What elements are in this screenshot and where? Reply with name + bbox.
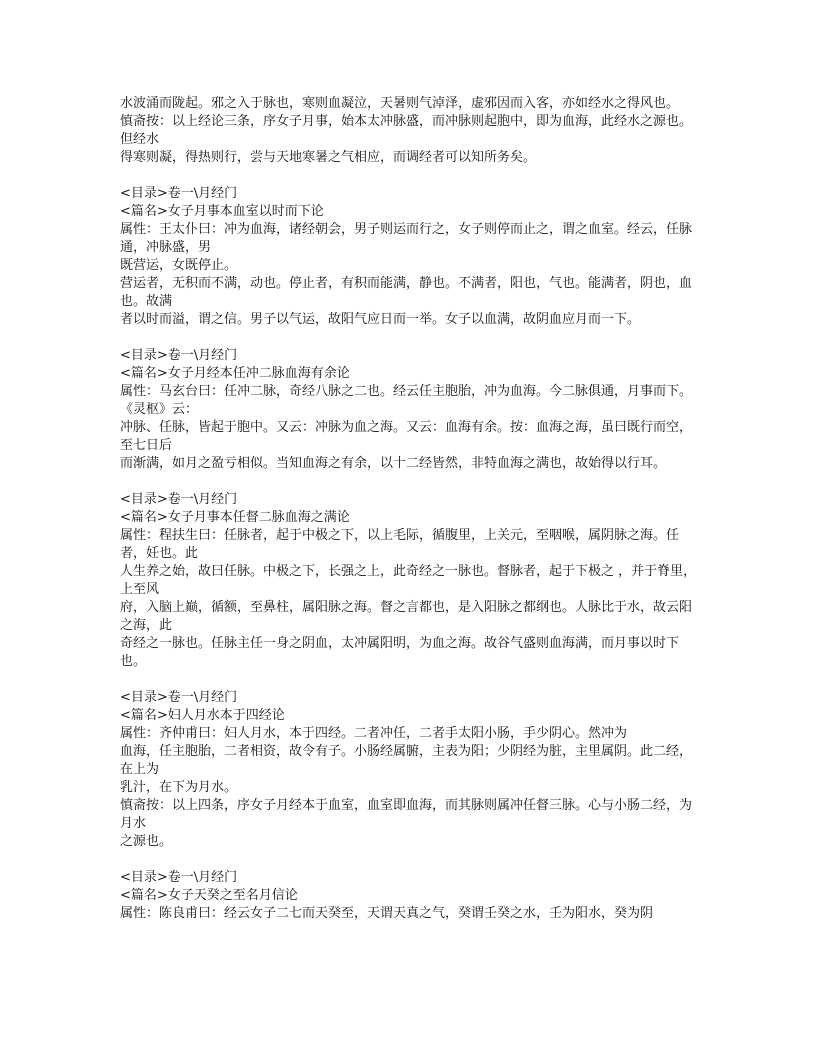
section-mulu: <目录>卷一\月经门 [120, 870, 238, 885]
section-title: <篇名>女子天癸之至名月信论 [120, 888, 298, 903]
section-mulu: <目录>卷一\月经门 [120, 492, 238, 507]
section-title: <篇名>女子月事本任督二脉血海之满论 [120, 510, 350, 525]
section-1 [120, 185, 698, 329]
text-line: 属性：马玄台曰：任冲二脉，奇经八脉之二也。经云任主胞胎，冲为血海。今二脉俱通，月事而下。《灵枢》云： [120, 384, 693, 417]
intro-paragraph [120, 95, 698, 167]
text-line: 而渐满，如月之盈亏相似。当知血海之有余，以十二经皆然，非特血海之满也，故始得以行耳。 [120, 456, 667, 471]
text-line: 者以时而溢，谓之信。男子以气运，故阳气应日而一举。女子以血满，故阴血应月而一下。 [120, 312, 641, 327]
text-line: 慎斋按：以上四条，序女子月经本于血室，血室即血海，而其脉则属冲任督三脉。心与小肠二经，为月水 [120, 798, 693, 831]
text-line: 冲脉、任脉，皆起于胞中。又云：冲脉为血之海。又云：血海有余。按：血海之海，虽曰既行而空，至七日后 [120, 420, 693, 453]
section-4 [120, 689, 698, 851]
text-line: 奇经之一脉也。任脉主任一身之阴血，太冲属阳明，为血之海。故谷气盛则血海满，而月事以时下也。 [120, 636, 680, 669]
text-line: 属性：王太仆曰：冲为血海，诸经朝会，男子则运而行之，女子则停而止之，谓之血室。经云，任脉通，冲脉盛，男 [120, 222, 693, 255]
text-line: 营运者，无积而不满，动也。停止者，有积而能满，静也。不满者，阳也，气也。能满者，阴也，血也。故满 [120, 276, 693, 309]
section-title: <篇名>妇人月水本于四经论 [120, 708, 285, 723]
text-line: 属性：陈良甫曰：经云女子二七而天癸至，天谓天真之气，癸谓壬癸之水，壬为阳水，癸为阴 [120, 906, 654, 921]
text-line: 血海，任主胞胎，二者相资，故令有子。小肠经属腑，主表为阳；少阴经为脏，主里属阴。此二经，在上为 [120, 744, 693, 777]
text-line: 府，入脑上巅，循额，至鼻柱，属阳脉之海。督之言都也，是入阳脉之都纲也。人脉比于水，故云阳之海，此 [120, 600, 693, 633]
text-line: 水波涌而陇起。邪之入于脉也，寒则血凝泣，天暑则气淖泽，虚邪因而入客，亦如经水之得风也。 [120, 96, 680, 111]
section-3 [120, 491, 698, 671]
text-line: 属性：齐仲甫曰：妇人月水，本于四经。二者冲任，二者手太阳小肠，手少阴心。然冲为 [120, 726, 628, 741]
section-mulu: <目录>卷一\月经门 [120, 186, 238, 201]
text-line: 得寒则凝，得热则行，尝与天地寒暑之气相应，而调经者可以知所务矣。 [120, 150, 537, 165]
section-2 [120, 347, 698, 473]
document-body [120, 95, 698, 923]
section-mulu: <目录>卷一\月经门 [120, 690, 238, 705]
text-line: 人生养之始，故曰任脉。中极之下，长强之上，此奇经之一脉也。督脉者，起于下极之 ，并于脊里，上至风 [120, 564, 697, 597]
section-mulu: <目录>卷一\月经门 [120, 348, 238, 363]
text-line: 乳汁，在下为月水。 [120, 780, 238, 795]
text-line: 之源也。 [120, 834, 173, 849]
text-line: 慎斋按：以上经论三条，序女子月事，始本太冲脉盛，而冲脉则起胞中，即为血海，此经水之源也。但经水 [120, 114, 693, 147]
section-5 [120, 869, 698, 923]
section-title: <篇名>女子月经本任冲二脉血海有余论 [120, 366, 350, 381]
section-title: <篇名>女子月事本血室以时而下论 [120, 204, 324, 219]
text-line: 属性：程扶生曰：任脉者，起于中极之下，以上毛际，循腹里，上关元，至咽喉，属阴脉之海。任者，妊也。此 [120, 528, 680, 561]
text-line: 既营运，女既停止。 [120, 258, 238, 273]
